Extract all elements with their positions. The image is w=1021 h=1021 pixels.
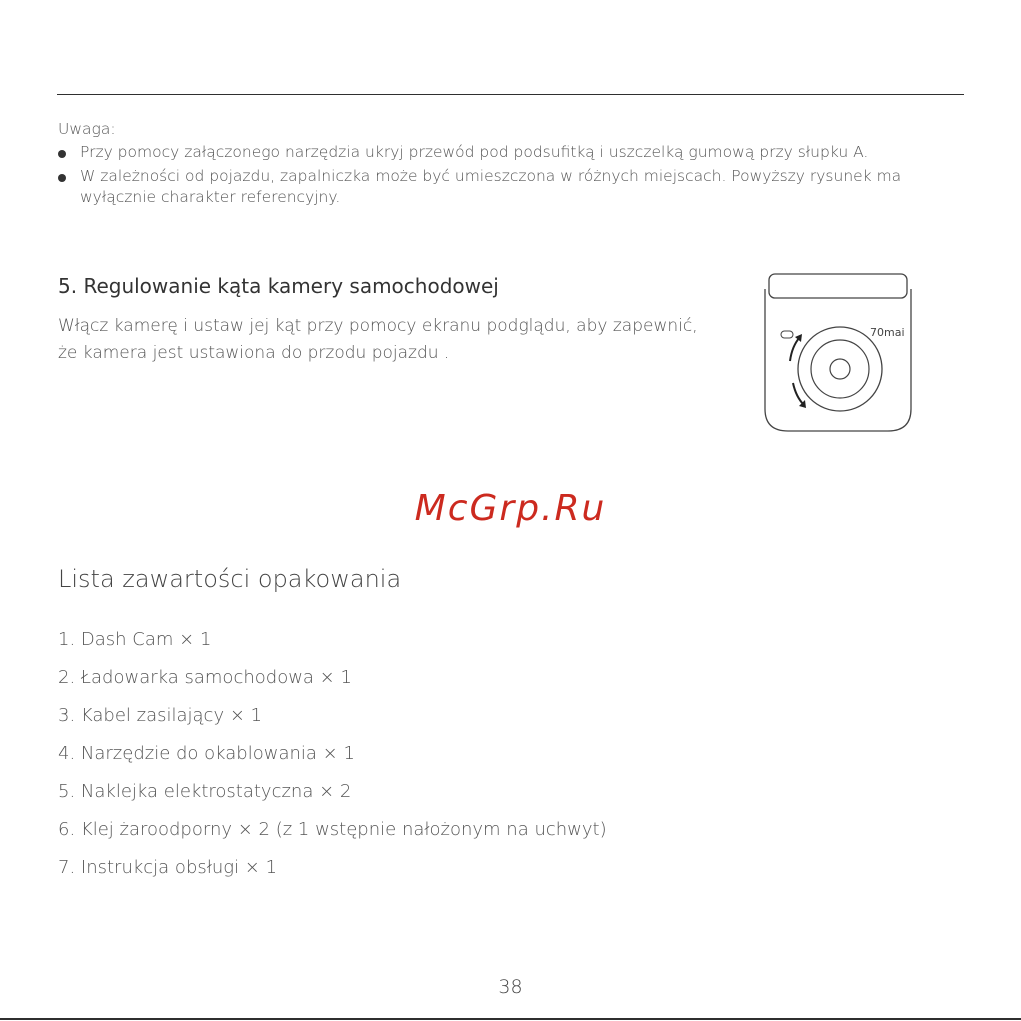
package-item: 2. Ładowarka samochodowa × 1 [58,667,352,688]
camera-brand-logo: 70mai [870,326,905,339]
rotate-up-arrow-icon [790,337,800,361]
package-title: Lista zawartości opakowania [58,565,402,593]
status-led-icon [781,331,793,338]
section-body: Włącz kamerę i ustaw jej kąt przy pomocy ekranu podglądu, aby zapewnić, że kamera jest ustawiona do przodu pojazdu . [58,316,698,363]
package-item: 3. Kabel zasilający × 1 [58,705,263,726]
note-item-text: Przy pomocy załączonego narzędzia ukryj przewód pod podsufitką i uszczelką gumową przy słupku A. [80,143,869,161]
lens-center [830,359,850,379]
package-item: 1. Dash Cam × 1 [58,629,212,650]
camera-mount-top [769,274,907,298]
package-item: 5. Naklejka elektrostatyczna × 2 [58,781,352,802]
section-title: 5. Regulowanie kąta kamery samochodowej [58,274,499,298]
top-divider [57,94,964,95]
page-number: 38 [498,976,523,998]
lens-middle-ring [811,340,869,398]
camera-body [765,289,911,431]
package-item: 6. Klej żaroodporny × 2 (z 1 wstępnie nałożonym na uchwyt) [58,819,607,840]
note-item-text: W zależności od pojazdu, zapalniczka może być umieszczona w różnych miejscach. Powyższy rysunek ma wyłącznie charakter referencyjny. [80,167,902,206]
package-item: 7. Instrukcja obsługi × 1 [58,857,278,878]
bullet-icon [58,150,66,158]
bottom-divider [0,1018,1021,1020]
watermark: McGrp.Ru [414,488,607,529]
package-list [58,626,607,892]
package-item: 4. Narzędzie do okablowania × 1 [58,743,355,764]
note-item [58,142,938,163]
dash-cam-illustration [762,271,914,435]
note-list [58,142,938,211]
note-label: Uwaga: [58,120,116,138]
note-item [58,166,938,208]
bullet-icon [58,174,66,182]
